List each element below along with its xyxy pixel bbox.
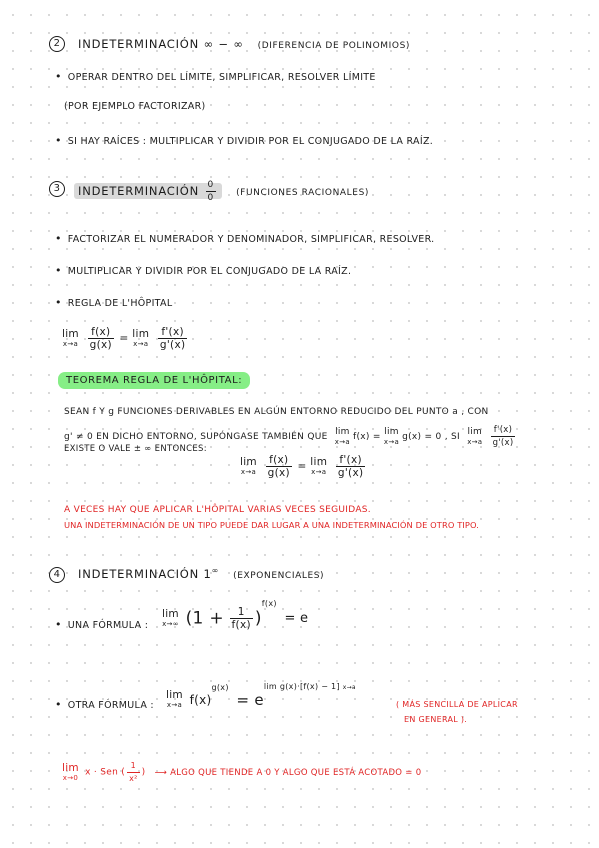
exponent-2-text: lim g(x)·[f(x) − 1] (263, 682, 340, 691)
exponent-2 (264, 682, 356, 691)
limit (240, 457, 257, 477)
section-3-title (74, 179, 369, 204)
lim-word: lim (310, 455, 328, 468)
lim-word: lim (62, 327, 79, 340)
last-expr-close: ) (141, 767, 146, 778)
exponent: f(x) (261, 598, 277, 608)
lim-sub: x→a (240, 467, 257, 476)
lim-sub: x→a (383, 437, 400, 446)
frac-den: g'(x) (159, 339, 186, 351)
frac-num: 1 (127, 760, 140, 773)
section-2-title-text: INDETERMINACIÓN ∞ − ∞ (78, 37, 244, 51)
lim-word: lim (240, 455, 257, 468)
last-expr: x · Sen ( (85, 767, 126, 778)
paren-close: ) (254, 608, 262, 629)
section-3-subtitle: (FUNCIONES RACIONALES) (236, 188, 370, 198)
last-line (62, 760, 421, 785)
section-3-title-text: INDETERMINACIÓN (78, 184, 200, 198)
equals: = (297, 460, 307, 473)
lim-sub: x→∞ (162, 619, 179, 628)
formula-2-note-1: ( MÁS SENCILLA DE APLICAR (396, 700, 518, 709)
limit (467, 427, 482, 447)
lim-word: lim (62, 761, 79, 774)
lim-word: lim (132, 327, 150, 340)
fraction-1-f (230, 606, 253, 631)
theorem-line-2b: f(x) = (353, 432, 381, 442)
base: f(x) (189, 693, 212, 707)
section-3-bullet-3-text: REGLA DE L'HÔPITAL (67, 298, 173, 309)
equals: = (119, 332, 129, 345)
theorem-line-2a: g' ≠ 0 EN DICHO ENTORNO, SUPÓNGASE TAMBIÉN QUE (64, 432, 328, 442)
section-3-title-highlight (74, 180, 222, 203)
section-2-bullet-2 (55, 134, 433, 147)
frac-den: f(x) (231, 619, 251, 631)
note-2: UNA INDETERMINACIÓN DE UN TIPO PUEDE DAR LUGAR A UNA INDETERMINACIÓN DE OTRO TIPO. (64, 520, 480, 530)
frac-num: f(x) (266, 454, 292, 467)
exponent-2-sub: x→a (342, 684, 356, 691)
section-3-bullet-1-text: FACTORIZAR EL NUMERADOR Y DENOMINADOR, SIMPLIFICAR, RESOLVER. (67, 234, 435, 245)
section-4-bullet-1 (55, 618, 148, 631)
lim-sub: x→0 (62, 773, 79, 782)
theorem-line-3: EXISTE O VALE ± ∞ ENTONCES: (64, 444, 207, 454)
section-3-number: 3 (49, 181, 65, 197)
section-2-number: 2 (49, 36, 65, 52)
limit (335, 427, 350, 447)
frac-den: g'(x) (337, 467, 364, 479)
section-3-bullet-1 (55, 232, 434, 245)
section-4-bullet-2-text: OTRA FÓRMULA : (67, 700, 154, 711)
section-4-title-sup: ∞ (211, 566, 220, 575)
section-2-bullet-1-text: OPERAR DENTRO DEL LÍMITE, SIMPLIFICAR, RESOLVER LÍMITE (67, 72, 376, 83)
section-2-bullet-2-text: SI HAY RAÍCES : MULTIPLICAR Y DIVIDIR POR EL CONJUGADO DE LA RAÍZ. (67, 136, 434, 147)
lim-sub: x→a (334, 437, 350, 446)
section-4-subtitle: (EXPONENCIALES) (233, 570, 325, 581)
fraction-1-x2 (127, 760, 140, 785)
limit (166, 690, 183, 710)
limit (62, 329, 79, 349)
section-4-title-text: INDETERMINACIÓN 1 (78, 566, 212, 581)
theorem-line-1: SEAN f Y g FUNCIONES DERIVABLES EN ALGÚN ENTORNO REDUCIDO DEL PUNTO a , CON (64, 407, 489, 417)
theorem-formula (240, 454, 367, 479)
frac-num: 1 (230, 606, 253, 619)
fraction-fp-gp (158, 326, 187, 351)
fraction-fp-gp (336, 454, 365, 479)
section-2-bullet-1 (55, 70, 376, 83)
result: = e (284, 611, 309, 626)
frac-den: g(x) (89, 339, 112, 351)
lim-sub: x→a (166, 701, 183, 709)
exponent: g(x) (211, 683, 229, 692)
equals-e: = e (236, 691, 264, 709)
paren-open: (1 + (185, 608, 224, 629)
limit (132, 329, 149, 349)
formula-2-note-2: EN GENERAL ). (404, 715, 468, 724)
frac-num: f'(x) (336, 454, 365, 467)
lim-word: lim (162, 607, 179, 620)
section-2-subtitle: (DIFERENCIA DE POLINOMIOS) (257, 41, 411, 51)
frac-den: g'(x) (492, 438, 514, 448)
theorem-line-2c: g(x) = 0 , SI (402, 432, 461, 442)
lim-sub: x→a (133, 339, 149, 348)
lim-word: lim (166, 689, 183, 701)
lim-word: lim (384, 426, 399, 437)
section-2-title (78, 37, 410, 51)
fraction-fp-gp (491, 424, 516, 449)
frac-den: x² (129, 774, 138, 783)
limit (62, 763, 79, 783)
section-3-bullet-3 (55, 296, 172, 309)
section-2-bullet-1-cont: (POR EJEMPLO FACTORIZAR) (64, 101, 206, 112)
lhopital-formula (62, 326, 189, 351)
section-4-bullet-1-text: UNA FÓRMULA : (67, 620, 149, 631)
last-text: ⟶ ALGO QUE TIENDE A 0 Y ALGO QUE ESTÁ ACOTADO = 0 (154, 767, 422, 778)
section-3-title-fraction (206, 179, 217, 204)
frac-num: f'(x) (158, 326, 187, 339)
frac-den: g(x) (267, 467, 290, 479)
frac-den: 0 (207, 193, 215, 203)
lim-sub: x→a (311, 467, 327, 476)
limit (384, 427, 399, 447)
fraction-f-g (266, 454, 292, 479)
section-4-number: 4 (49, 567, 65, 583)
section-4-bullet-2 (55, 698, 154, 711)
limit (310, 457, 327, 477)
section-3-bullet-2 (55, 264, 351, 277)
fraction-f-g (88, 326, 114, 351)
lim-word: lim (335, 426, 350, 437)
section-3-bullet-2-text: MULTIPLICAR Y DIVIDIR POR EL CONJUGADO DE LA RAÍZ. (67, 266, 352, 277)
formula-1 (162, 598, 309, 631)
lim-sub: x→a (467, 437, 483, 446)
theorem-highlight: TEOREMA REGLA DE L'HÔPITAL: (58, 372, 250, 389)
frac-num: f(x) (88, 326, 114, 339)
lim-sub: x→a (62, 339, 79, 348)
lim-word: lim (467, 426, 483, 437)
limit (162, 609, 179, 629)
section-4-title (78, 566, 324, 581)
note-1: A VECES HAY QUE APLICAR L'HÔPITAL VARIAS VECES SEGUIDAS. (64, 505, 371, 515)
frac-num: 0 (207, 180, 215, 190)
frac-num: f'(x) (491, 424, 516, 437)
